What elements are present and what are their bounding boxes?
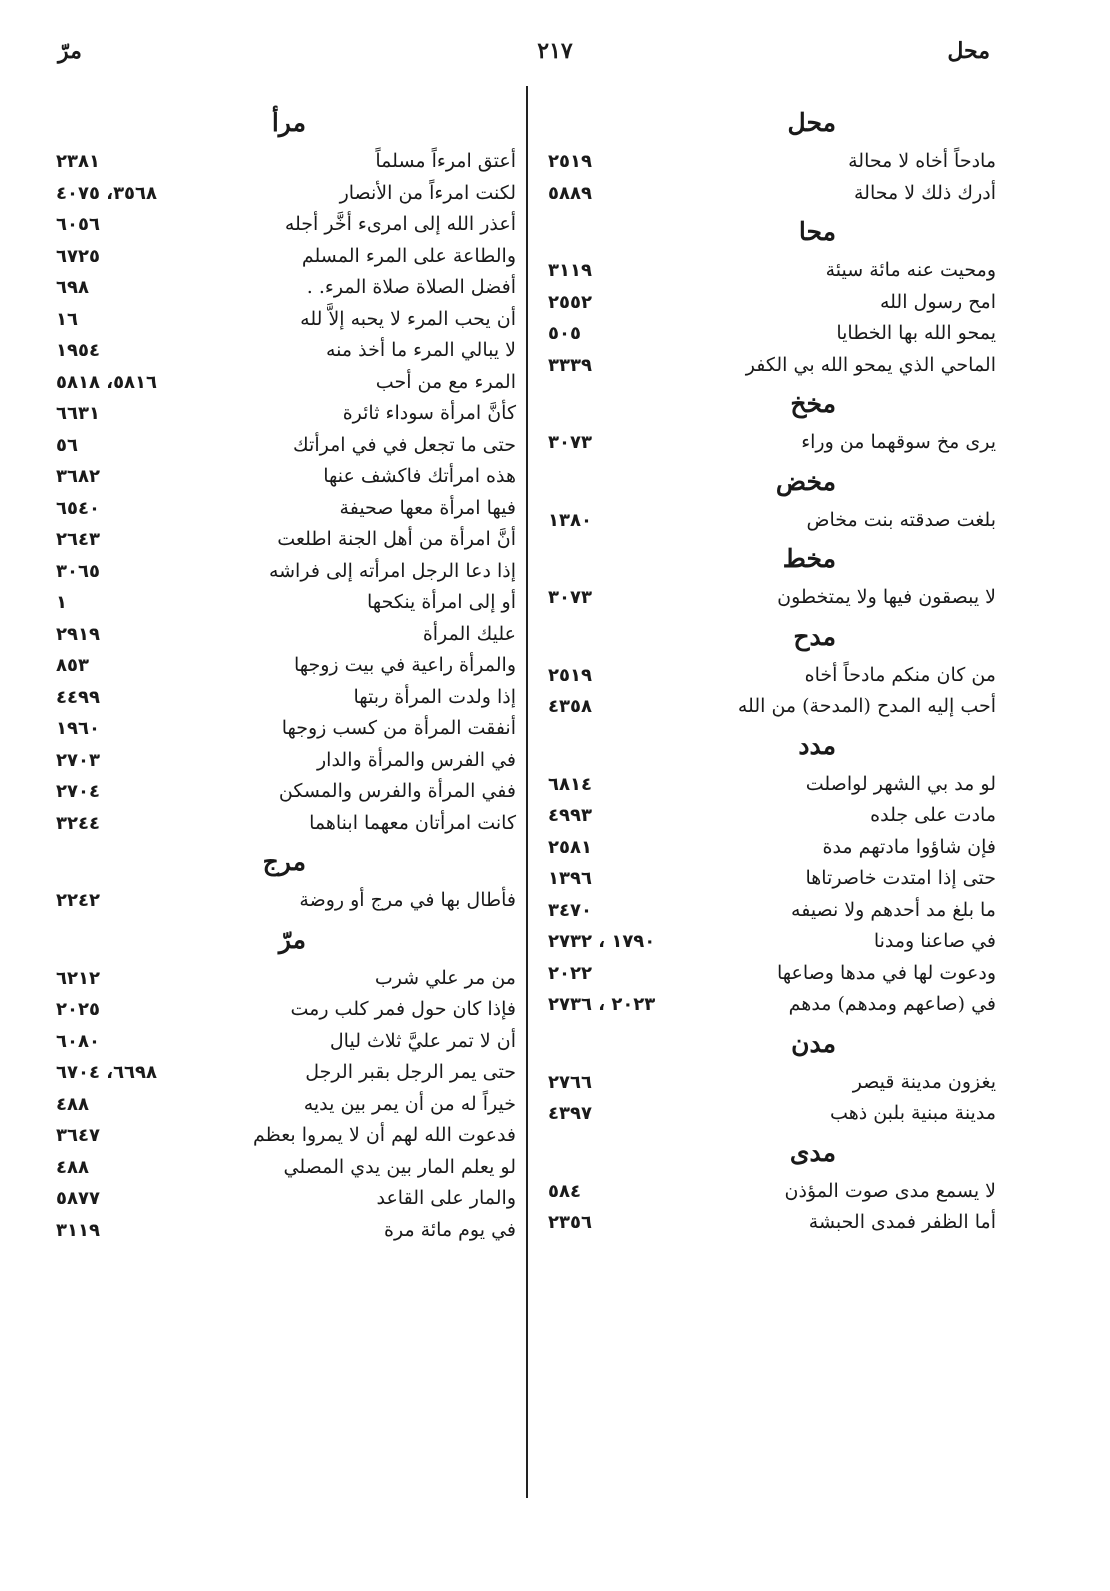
index-entry (548, 832, 996, 864)
index-entry (548, 958, 996, 990)
root-heading: مرج (262, 847, 306, 876)
entry-text: أنَّ امرأة من أهل الجنة اطلعت (277, 528, 516, 550)
entry-refs: ٢٣٨١ (56, 151, 100, 172)
index-entry (56, 1026, 516, 1058)
entry-refs: ٤٣٩٧ (548, 1103, 592, 1124)
index-entry (548, 255, 996, 287)
index-entry (56, 146, 516, 178)
entry-text: لا يسمع مدى صوت المؤذن (784, 1179, 996, 1202)
index-entry (548, 427, 996, 459)
index-entry (548, 350, 996, 382)
entry-text: بلغت صدقته بنت مخاض (806, 508, 996, 531)
entry-refs: ٣٣٣٩ (548, 354, 592, 376)
entry-refs: ٤٣٥٨ (548, 696, 592, 717)
root-heading: مخخ (790, 389, 836, 418)
entry-text: حتى إذا امتدت خاصرتاها (805, 867, 996, 889)
index-entry (56, 745, 516, 777)
entry-text: أن يحب المرء لا يحبه إلاَّ لله (300, 307, 516, 330)
root-heading: مدد (798, 730, 836, 760)
entry-refs: ٢٩١٩ (56, 623, 100, 645)
entry-refs: ٣٢٤٤ (56, 812, 100, 834)
index-entry (56, 713, 516, 745)
index-entry (56, 776, 516, 808)
index-entry (548, 895, 996, 927)
index-entry (56, 885, 516, 917)
index-entry (56, 241, 516, 273)
entry-refs: ٥٠٥ (548, 323, 581, 344)
root-heading: مخط (782, 544, 836, 573)
entry-text: والطاعة على المرء المسلم (301, 244, 516, 267)
entry-text: أدرك ذلك لا محالة (854, 181, 996, 204)
entry-text: أعتق امرءاً مسلماً (375, 150, 516, 172)
entry-text: لا يبصقون فيها ولا يمتخطون (777, 586, 996, 608)
entry-text: فدعوت الله لهم أن لا يمروا بعظم (252, 1124, 516, 1146)
index-entry (548, 926, 996, 958)
root-heading: مرّ (278, 924, 306, 954)
index-entry (56, 1120, 516, 1152)
entry-text: من مر علي شرب (374, 966, 516, 989)
index-entry (56, 209, 516, 241)
index-entry (548, 1207, 996, 1239)
entry-text: والمرأة راعية في بيت زوجها (293, 654, 516, 676)
index-entry (56, 493, 516, 525)
entry-text: أن لا تمر عليَّ ثلاث ليال (329, 1029, 516, 1052)
entry-text: الماحي الذي يمحو الله بي الكفر (745, 353, 996, 376)
index-entry (56, 682, 516, 714)
index-entry (548, 318, 996, 350)
entry-refs: ٦٠٨٠ (56, 1030, 100, 1052)
entry-text: ففي المرأة والفرس والمسكن (278, 780, 516, 802)
entry-text: إذا ولدت المرأة ربتها (353, 685, 516, 708)
index-entry (548, 505, 996, 537)
entry-refs: ٥٨١٦، ٥٨١٨ (56, 371, 158, 393)
entry-text: يمحو الله بها الخطايا (836, 322, 996, 344)
entry-refs: ١٩٦٠ (56, 718, 100, 739)
root-heading: مدح (793, 621, 836, 651)
index-entry (56, 1152, 516, 1184)
index-entry (56, 556, 516, 588)
entry-refs: ٣٠٧٣ (548, 432, 592, 453)
index-entry (56, 1183, 516, 1215)
entry-text: مادحاً أخاه لا محالة (848, 150, 996, 172)
running-head-right: محل (947, 38, 990, 64)
entry-refs: ٣٠٦٥ (56, 560, 100, 582)
left-column (56, 100, 516, 1246)
index-entry (548, 1098, 996, 1130)
entry-text: فأطال بها في مرج أو روضة (299, 889, 516, 911)
entry-text: المرء مع من أحب (375, 370, 516, 393)
entry-text: أحب إليه المدح (المدحة) من الله (737, 695, 996, 717)
index-entry (56, 587, 516, 619)
entry-text: عليك المرأة (422, 622, 516, 645)
entry-refs: ١٣٩٦ (548, 868, 592, 889)
entry-refs: ١٦ (56, 308, 78, 330)
entry-refs: ٣١١٩ (56, 1219, 100, 1241)
entry-text: أعذر الله إلى امرىء أخَّر أجله (284, 213, 516, 235)
entry-refs: ٢٥١٩ (548, 664, 592, 686)
entry-refs: ٣٦٨٢ (56, 466, 100, 487)
entry-text: ما بلغ مد أحدهم ولا نصيفه (791, 898, 996, 921)
entry-text: حتى يمر الرجل بقبر الرجل (305, 1061, 516, 1083)
entry-refs: ٢٧٦٦ (548, 1071, 592, 1093)
entry-text: لا يبالي المرء ما أخذ منه (326, 339, 516, 361)
entry-refs: ٢٥٨١ (548, 836, 592, 858)
entry-text: حتى ما تجعل في في امرأتك (293, 433, 516, 456)
entry-refs: ١٣٨٠ (548, 509, 592, 531)
index-entry (56, 994, 516, 1026)
entry-refs: ٢٥١٩ (548, 151, 592, 172)
entry-refs: ٢٠٢٢ (548, 962, 592, 984)
entry-refs: ٦٨١٤ (548, 773, 592, 795)
index-entry (56, 619, 516, 651)
entry-refs: ٦٢١٢ (56, 967, 100, 989)
index-entry (548, 146, 996, 178)
entry-text: أفضل الصلاة صلاة المرء. . (306, 276, 516, 298)
index-entry (56, 430, 516, 462)
entry-text: مادت على جلده (870, 804, 996, 826)
root-heading: مدن (791, 1028, 836, 1058)
entry-text: لكنت امرءاً من الأنصار (339, 181, 516, 204)
index-entry (56, 398, 516, 430)
root-word-block (548, 209, 996, 381)
entry-text: فإن شاؤوا مادتهم مدة (822, 835, 996, 858)
entry-text: في يوم مائة مرة (384, 1218, 516, 1241)
entry-refs: ٥٨٨٩ (548, 182, 592, 204)
entry-refs: ١٧٩٠ ، ٢٧٣٢ (548, 931, 656, 952)
entry-refs: ١٩٥٤ (56, 340, 100, 361)
entry-refs: ٥٦ (56, 434, 78, 456)
index-entry (548, 989, 996, 1021)
entry-text: لو مد بي الشهر لواصلت (805, 772, 996, 795)
index-entry (56, 178, 516, 210)
entry-text: أنفقت المرأة من كسب زوجها (281, 717, 516, 739)
entry-text: كأنَّ امرأة سوداء ثائرة (342, 402, 516, 424)
index-entry (56, 963, 516, 995)
root-heading: محل (787, 108, 836, 137)
page-number: ٢١٧ (537, 38, 573, 64)
entry-refs: ٢٧٠٤ (56, 781, 100, 802)
index-entry (548, 660, 996, 692)
index-entry (548, 769, 996, 801)
index-entry (56, 367, 516, 399)
entry-text: أو إلى امرأة ينكحها (367, 591, 516, 613)
entry-refs: ٦٦٣١ (56, 403, 100, 424)
index-entry (548, 582, 996, 614)
index-entry (548, 178, 996, 210)
entry-text: في الفرس والمرأة والدار (316, 748, 516, 771)
entry-refs: ٢٣٥٦ (548, 1212, 592, 1233)
index-entry (56, 808, 516, 840)
entry-refs: ٤٨٨ (56, 1156, 89, 1178)
entry-refs: ٢٥٥٢ (548, 291, 592, 313)
entry-refs: ٦٩٨ (56, 277, 89, 298)
entry-refs: ٢٠٢٥ (56, 999, 100, 1020)
entry-refs: ٣٥٦٨، ٤٠٧٥ (56, 182, 158, 204)
entry-text: من كان منكم مادحاً أخاه (804, 663, 996, 686)
root-heading: مرأ (271, 108, 306, 137)
root-heading: محا (798, 217, 836, 246)
entry-refs: ٣١١٩ (548, 260, 592, 281)
root-heading: مخض (775, 466, 836, 496)
entry-text: لو يعلم المار بين يدي المصلي (283, 1155, 516, 1178)
entry-text: في (صاعهم ومدهم) مدهم (788, 993, 996, 1015)
entry-refs: ٥٨٧٧ (56, 1188, 100, 1209)
entry-refs: ٢٧٠٣ (56, 749, 100, 771)
root-word-block (56, 100, 516, 839)
entry-text: امح رسول الله (879, 290, 996, 313)
entry-text: فإذا كان حول فمر كلب رمت (290, 998, 516, 1020)
entry-text: هذه امرأتك فاكشف عنها (323, 465, 516, 487)
index-entry (56, 1089, 516, 1121)
entry-refs: ٦٠٥٦ (56, 214, 100, 235)
root-word-block (548, 459, 996, 537)
entry-text: يغزون مدينة قيصر (852, 1070, 996, 1093)
entry-text: كانت امرأتان معهما ابناهما (309, 811, 516, 834)
entry-text: ومحيت عنه مائة سيئة (825, 259, 996, 281)
entry-text: خيراً له من أن يمر بين يديه (303, 1092, 516, 1115)
root-word-block (56, 839, 516, 917)
root-word-block (56, 917, 516, 1247)
entry-text: في صاعنا ومدنا (873, 930, 996, 952)
entry-refs: ٣٦٤٧ (56, 1125, 100, 1146)
entry-refs: ٤٨٨ (56, 1093, 89, 1115)
entry-text: والمار على القاعد (376, 1187, 516, 1209)
entry-refs: ٦٥٤٠ (56, 497, 100, 519)
root-word-block (548, 723, 996, 1021)
index-entry (56, 524, 516, 556)
index-entry (548, 691, 996, 723)
index-entry (548, 863, 996, 895)
entry-text: إذا دعا الرجل امرأته إلى فراشه (268, 559, 516, 582)
entry-refs: ٥٨٤ (548, 1180, 581, 1202)
entry-text: فيها امرأة معها صحيفة (339, 496, 516, 519)
entry-refs: ٣٤٧٠ (548, 899, 592, 921)
index-entry (548, 800, 996, 832)
entry-refs: ٤٤٩٩ (56, 686, 100, 708)
index-entry (56, 335, 516, 367)
entry-refs: ٢٠٢٣ ، ٢٧٣٦ (548, 994, 656, 1015)
index-entry (548, 1176, 996, 1208)
index-entry (56, 650, 516, 682)
entry-refs: ٦٦٩٨، ٦٧٠٤ (56, 1062, 158, 1083)
root-word-block (548, 381, 996, 459)
running-head-left: مرّ (58, 38, 82, 64)
entry-refs: ١ (56, 592, 67, 613)
index-entry (56, 272, 516, 304)
root-word-block (548, 614, 996, 723)
entry-refs: ٣٠٧٣ (548, 587, 592, 608)
index-entry (56, 461, 516, 493)
entry-text: أما الظفر فمدى الحبشة (808, 1211, 996, 1233)
entry-refs: ٢٢٤٢ (56, 890, 100, 911)
index-entry (56, 304, 516, 336)
root-heading: مدى (789, 1137, 836, 1167)
index-entry (56, 1215, 516, 1247)
entry-text: مدينة مبنية بلبن ذهب (830, 1102, 996, 1124)
entry-refs: ٦٧٢٥ (56, 245, 100, 267)
index-entry (548, 287, 996, 319)
entry-refs: ٢٦٤٣ (56, 529, 100, 550)
column-divider (526, 86, 528, 1498)
entry-refs: ٨٥٣ (56, 655, 89, 676)
root-word-block (548, 536, 996, 614)
right-column (548, 100, 996, 1239)
root-word-block (548, 1021, 996, 1130)
index-entry (548, 1067, 996, 1099)
root-word-block (548, 1130, 996, 1239)
root-word-block (548, 100, 996, 209)
entry-refs: ٤٩٩٣ (548, 805, 592, 826)
entry-text: ودعوت لها في مدها وصاعها (776, 961, 996, 984)
index-entry (56, 1057, 516, 1089)
entry-text: يرى مخ سوقهما من وراء (801, 431, 996, 453)
